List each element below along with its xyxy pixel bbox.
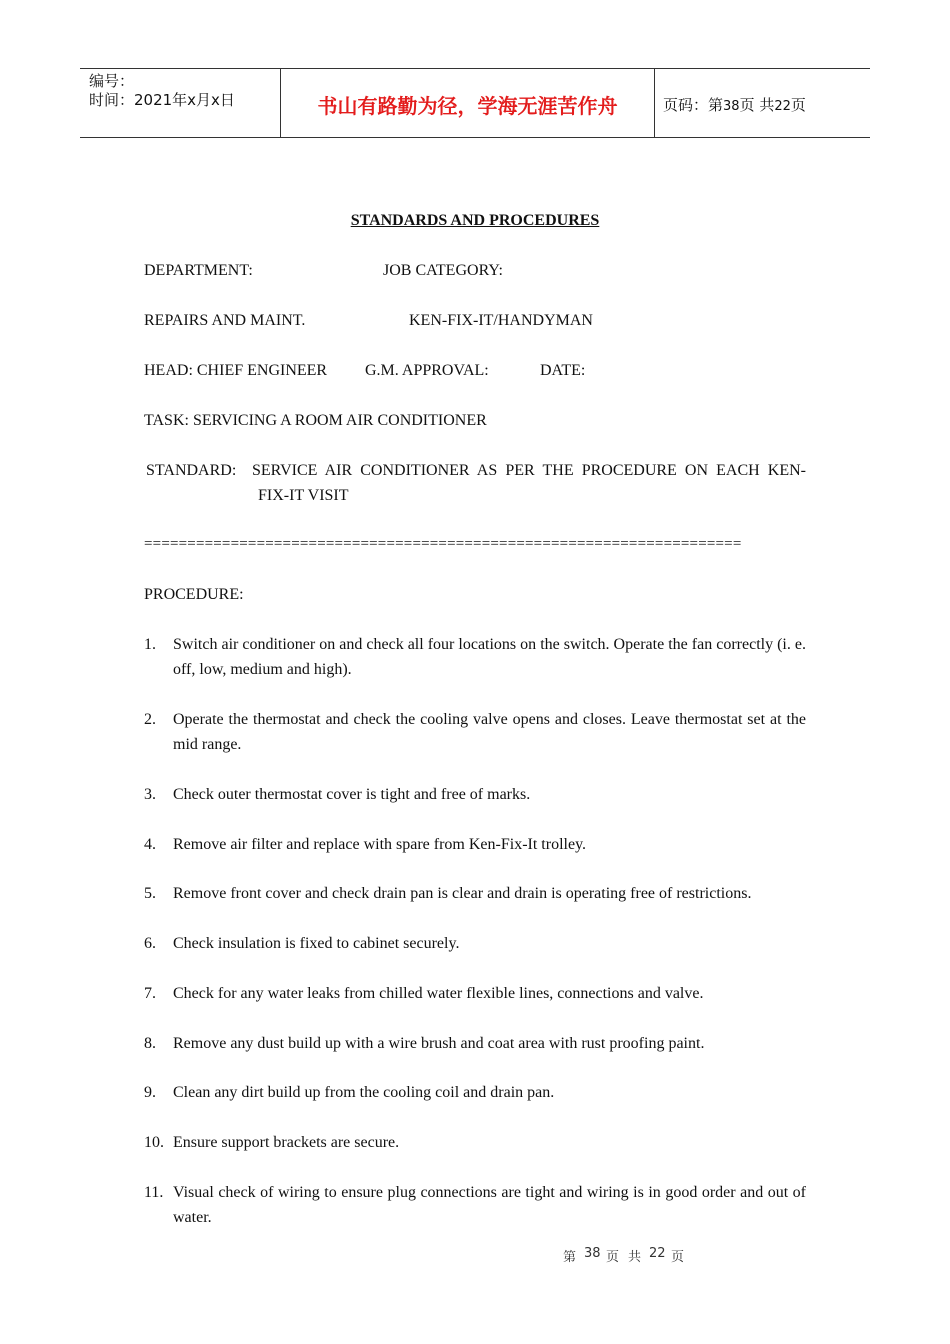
footer-ye: 页 [606, 1250, 620, 1265]
step-number: 11. [144, 1184, 164, 1201]
page-prefix: 页码：第 [663, 96, 724, 114]
procedure-step [144, 707, 806, 757]
procedure-step [144, 931, 806, 956]
page-info [663, 94, 806, 115]
standard-label: STANDARD: [146, 462, 237, 479]
procedure-step [144, 881, 806, 906]
footer-page-total: 22 [649, 1246, 666, 1261]
date-field-label: DATE: [540, 362, 586, 379]
procedure-step [144, 1180, 806, 1230]
page-number: 38 [723, 99, 740, 114]
document-title: STANDARDS AND PROCEDURES [350, 212, 600, 229]
step-number: 8. [144, 1035, 156, 1052]
job-category-label: JOB CATEGORY: [383, 262, 503, 279]
step-number: 6. [144, 935, 156, 952]
step-number: 3. [144, 786, 156, 803]
task-field: TASK: SERVICING A ROOM AIR CONDITIONER [144, 412, 487, 429]
step-number: 1. [144, 636, 156, 653]
step-number: 7. [144, 985, 156, 1002]
step-text: Check for any water leaks from chilled water flexible lines, connections and valve. [173, 985, 704, 1002]
job-category-value: KEN-FIX-IT/HANDYMAN [409, 312, 593, 329]
procedure-step [144, 832, 806, 857]
department-label: DEPARTMENT: [144, 262, 253, 279]
footer-ye-2: 页 [671, 1250, 685, 1265]
step-number: 10. [144, 1134, 164, 1151]
step-text: Operate the thermostat and check the cooling valve opens and closes. Leave thermostat set at the mid range. [173, 711, 806, 753]
procedure-step [144, 1130, 806, 1155]
step-text: Remove any dust build up with a wire brush and coat area with rust proofing paint. [173, 1035, 705, 1052]
footer-di: 第 [563, 1250, 577, 1265]
header-right-cell [654, 69, 870, 137]
step-text: Check insulation is fixed to cabinet securely. [173, 935, 460, 952]
page-suffix: 页 [790, 96, 806, 114]
step-text: Visual check of wiring to ensure plug connections are tight and wiring is in good order and out of water. [173, 1184, 806, 1226]
step-text: Check outer thermostat cover is tight and free of marks. [173, 786, 531, 803]
motto: 书山有路勤为径，学海无涯苦作舟 [317, 94, 618, 118]
step-text: Remove front cover and check drain pan is clear and drain is operating free of restrictions. [173, 885, 752, 902]
page-mid: 页 共 [739, 96, 775, 114]
procedure-step [144, 981, 806, 1006]
separator-line: ===================================================================== [144, 536, 742, 552]
step-number: 9. [144, 1084, 156, 1101]
procedure-step [144, 1080, 806, 1105]
procedure-label: PROCEDURE: [144, 586, 244, 603]
step-number: 2. [144, 711, 156, 728]
department-value: REPAIRS AND MAINT. [144, 312, 306, 329]
step-text: Ensure support brackets are secure. [173, 1134, 400, 1151]
header-center-cell [280, 69, 655, 137]
step-text: Switch air conditioner on and check all four locations on the switch. Operate the fan correctly (i. e. off, low, medium and high). [173, 636, 806, 678]
step-number: 5. [144, 885, 156, 902]
code-label: 编号： [89, 72, 135, 90]
header-left-cell [80, 69, 280, 137]
procedure-step [144, 632, 806, 682]
step-number: 4. [144, 836, 156, 853]
footer-page-number: 38 [584, 1246, 601, 1261]
footer-gong: 共 [628, 1250, 642, 1265]
standard-line-1: SERVICE AIR CONDITIONER AS PER THE PROCEDURE ON EACH KEN- [252, 462, 806, 479]
page-total: 22 [774, 99, 791, 114]
procedure-step [144, 782, 806, 807]
standard-line-2: FIX-IT VISIT [258, 487, 349, 504]
head-field: HEAD: CHIEF ENGINEER [144, 362, 328, 379]
date-label: 时间：2021年x月x日 [89, 91, 235, 109]
page-header [80, 68, 870, 138]
procedure-step [144, 1031, 806, 1056]
step-text: Remove air filter and replace with spare from Ken-Fix-It trolley. [173, 836, 587, 853]
gm-approval-label: G.M. APPROVAL: [365, 362, 489, 379]
step-text: Clean any dirt build up from the cooling coil and drain pan. [173, 1084, 555, 1101]
